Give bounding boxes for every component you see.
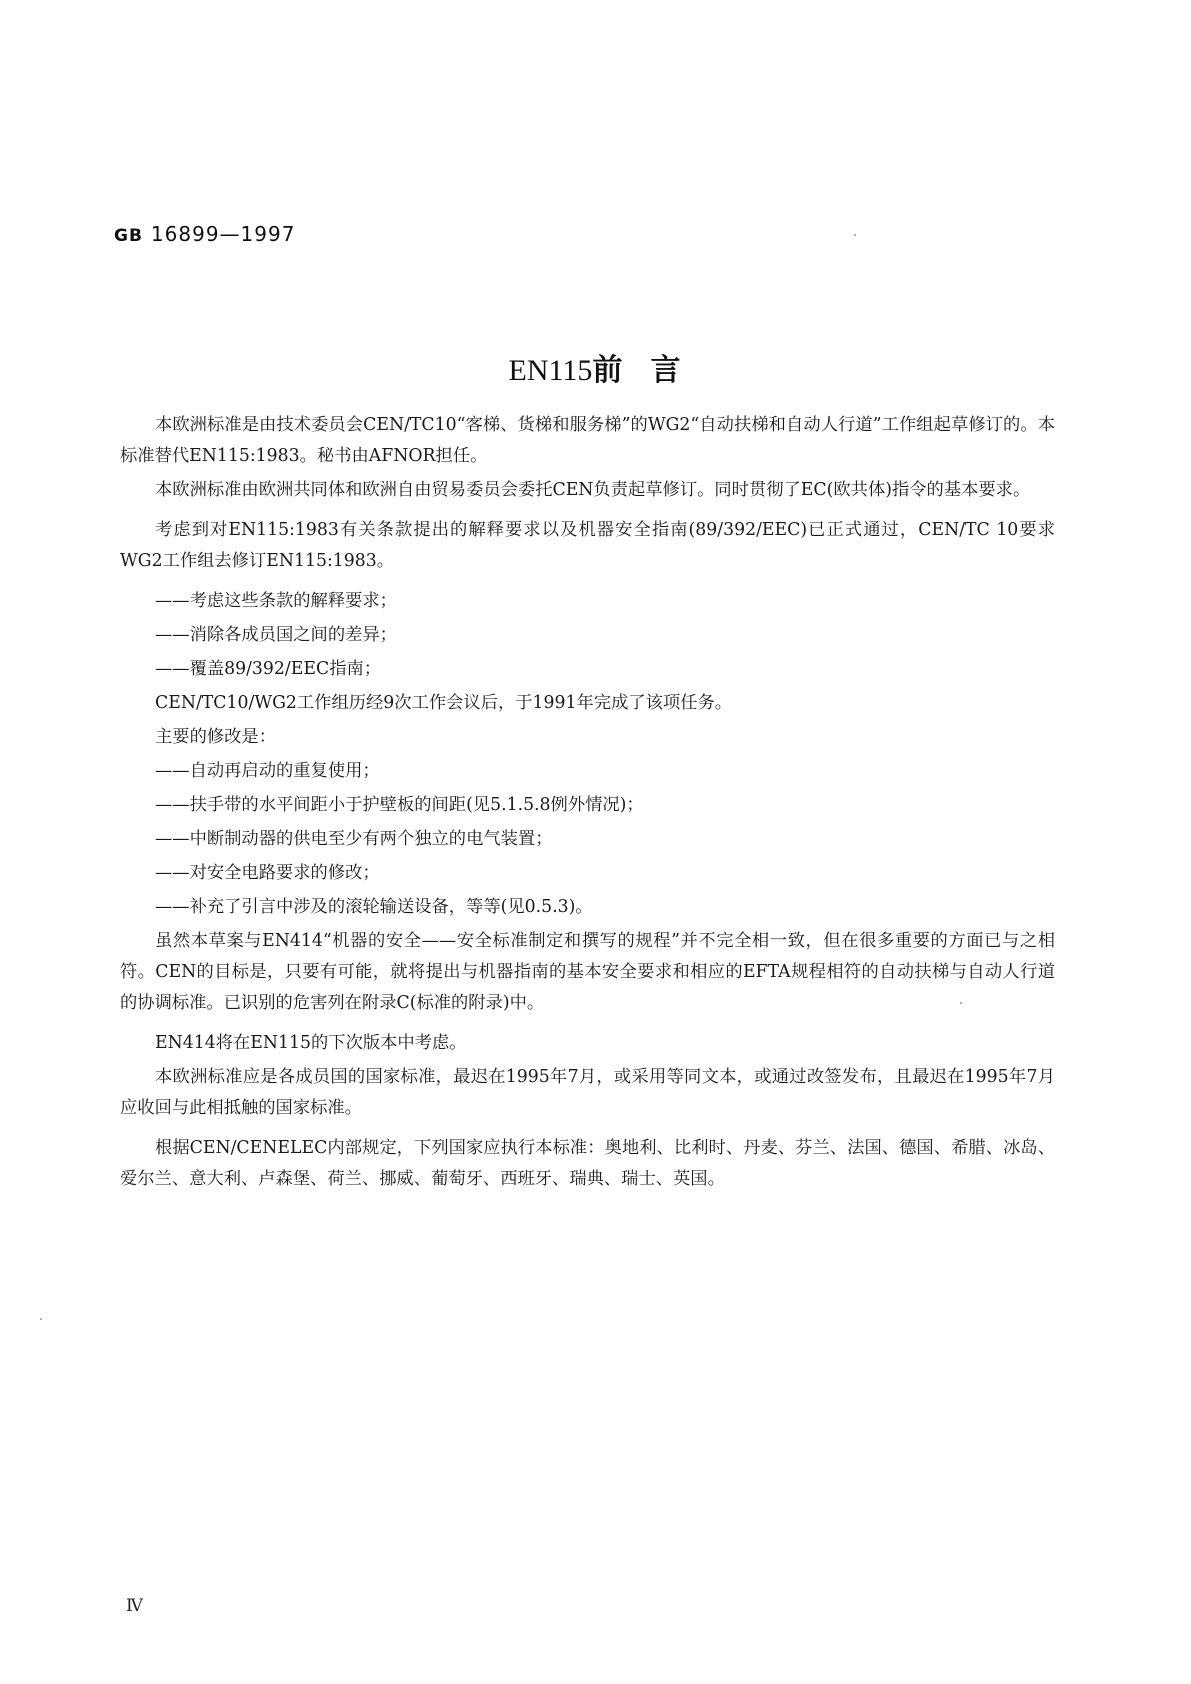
body-paragraph: CEN/TC10/WG2工作组历经9次工作会议后，于1991年完成了该项任务。: [155, 693, 733, 713]
foreword-body: [120, 410, 1055, 1204]
standard-code: [114, 222, 295, 246]
scan-speck: [960, 1002, 962, 1004]
body-paragraph: ——中断制动器的供电至少有两个独立的电气装置；: [155, 829, 553, 849]
body-paragraph: ——对安全电路要求的修改；: [155, 863, 380, 883]
standard-prefix: GB: [114, 226, 143, 246]
standard-number: 16899—1997: [150, 222, 296, 246]
body-paragraph: 本欧洲标准应是各成员国的国家标准，最迟在1995年7月，或采用等同文本，或通过改签发布，且最迟在1995年7月应收回与此相抵触的国家标准。: [120, 1067, 1055, 1118]
body-paragraph: ——补充了引言中涉及的滚轮输送设备，等等(见0.5.3)。: [155, 897, 593, 917]
body-paragraph: 本欧洲标准由欧洲共同体和欧洲自由贸易委员会委托CEN负责起草修订。同时贯彻了EC(欧共体)指令的基本要求。: [155, 480, 1031, 500]
body-paragraph: 考虑到对EN115:1983有关条款提出的解释要求以及机器安全指南(89/392/EEC)已正式通过，CEN/TC 10要求WG2工作组去修订EN115:1983。: [120, 520, 1055, 571]
body-paragraph: 主要的修改是：: [155, 727, 276, 747]
page-number: Ⅳ: [126, 1596, 143, 1615]
page-title: [0, 345, 1191, 389]
body-paragraph: ——考虑这些条款的解释要求；: [155, 591, 397, 611]
title-zh-2: 言: [650, 353, 683, 388]
scan-speck: [40, 1318, 42, 1320]
body-paragraph: ——覆盖89/392/EEC指南；: [155, 659, 382, 679]
scan-speck: [854, 234, 856, 236]
title-en: EN115: [508, 354, 593, 387]
title-zh-1: 前: [592, 353, 625, 388]
body-paragraph: ——自动再启动的重复使用；: [155, 761, 380, 781]
body-paragraph: 本欧洲标准是由技术委员会CEN/TC10“客梯、货梯和服务梯”的WG2“自动扶梯和自动人行道”工作组起草修订的。本标准替代EN115:1983。秘书由AFNOR担任。: [120, 415, 1055, 466]
body-paragraph: EN414将在EN115的下次版本中考虑。: [155, 1033, 467, 1053]
body-paragraph: ——扶手带的水平间距小于护壁板的间距(见5.1.5.8例外情况)；: [155, 795, 644, 815]
body-paragraph: 根据CEN/CENELEC内部规定，下列国家应执行本标准：奥地利、比利时、丹麦、芬兰、法国、德国、希腊、冰岛、爱尔兰、意大利、卢森堡、荷兰、挪威、葡萄牙、西班牙、瑞典、瑞士、英国。: [120, 1138, 1055, 1189]
body-paragraph: 虽然本草案与EN414“机器的安全——安全标准制定和撰写的规程”并不完全相一致，但在很多重要的方面已与之相符。CEN的目标是，只要有可能，就将提出与机器指南的基本安全要求和相应的EFTA规程相符的自动扶梯与自动人行道的协调标准。已识别的危害列在附录C(标准的附录)中。: [120, 931, 1055, 1013]
body-paragraph: ——消除各成员国之间的差异；: [155, 625, 397, 645]
